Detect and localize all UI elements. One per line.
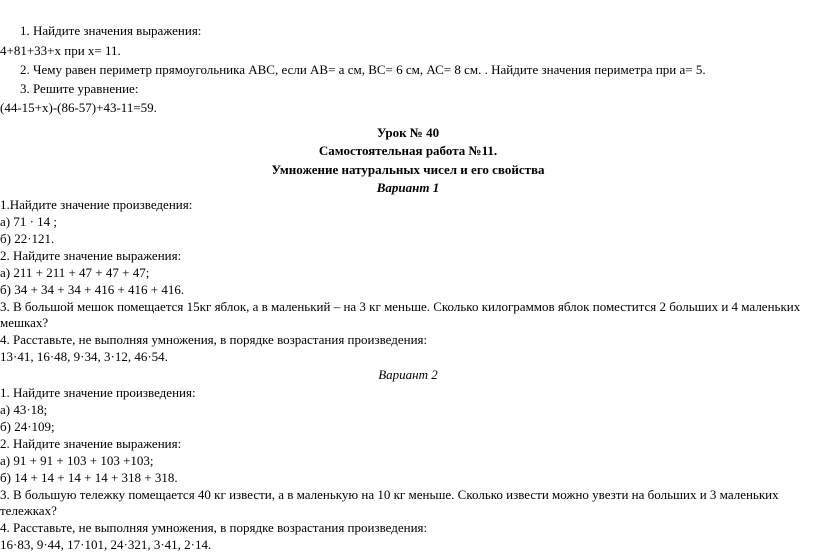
topic-title: Умножение натуральных чисел и его свойства xyxy=(271,162,545,177)
v2-question-1b: б) 24·109; xyxy=(0,419,55,434)
v1-question-4: 4. Расставьте, не выполняя умножения, в порядке возрастания произведения: xyxy=(0,332,428,347)
intro-task-2: 2. Чему равен периметр прямоугольника АВС, если АВ= а см, ВС= 6 см, АС= 8 см. . Найдите значения периметра при а= 5. xyxy=(20,62,706,77)
work-title: Самостоятельная работа №11. xyxy=(318,143,498,158)
v1-question-2: 2. Найдите значение выражения: xyxy=(0,248,182,263)
v1-question-2a: а) 211 + 211 + 47 + 47 + 47; xyxy=(0,265,150,280)
intro-task-3-equation: (44-15+х)-(86-57)+43-11=59. xyxy=(0,100,157,115)
v2-question-1: 1. Найдите значение произведения: xyxy=(0,385,196,400)
v2-question-2: 2. Найдите значение выражения: xyxy=(0,436,182,451)
v2-question-3: 3. В большую тележку помещается 40 кг извести, а в маленькую на 10 кг меньше. Сколько извести можно увезти на больших и 3 маленьких xyxy=(0,487,779,502)
v2-question-1a: а) 43·18; xyxy=(0,402,48,417)
v2-question-3-cont: тележках? xyxy=(0,503,57,518)
intro-task-1-expression: 4+81+33+х при х= 11. xyxy=(0,43,121,58)
variant-1-title: Вариант 1 xyxy=(376,180,440,195)
v2-question-4: 4. Расставьте, не выполняя умножения, в порядке возрастания произведения: xyxy=(0,520,428,535)
v1-question-2b: б) 34 + 34 + 34 + 416 + 416 + 416. xyxy=(0,282,185,297)
v1-question-3: 3. В большой мешок помещается 15кг яблок, а в маленький – на 3 кг меньше. Сколько килограммов яблок поместится 2 больших и 4 маленьких xyxy=(0,299,801,314)
v1-question-1b: б) 22·121. xyxy=(0,231,55,246)
v1-question-3-cont: мешках? xyxy=(0,315,49,330)
intro-task-1: 1. Найдите значения выражения: xyxy=(20,23,202,38)
v2-question-4-list: 16·83, 9·44, 17·101, 24·321, 3·41, 2·14. xyxy=(0,537,212,552)
v2-question-2a: а) 91 + 91 + 103 + 103 +103; xyxy=(0,453,154,468)
lesson-number: Урок № 40 xyxy=(376,125,440,140)
v1-question-4-list: 13·41, 16·48, 9·34, 3·12, 46·54. xyxy=(0,349,168,364)
intro-task-3: 3. Решите уравнение: xyxy=(20,81,139,96)
v1-question-1a: а) 71 · 14 ; xyxy=(0,214,58,229)
variant-2-title: Вариант 2 xyxy=(378,367,438,382)
v1-question-1: 1.Найдите значение произведения: xyxy=(0,197,193,212)
v2-question-2b: б) 14 + 14 + 14 + 14 + 318 + 318. xyxy=(0,470,178,485)
